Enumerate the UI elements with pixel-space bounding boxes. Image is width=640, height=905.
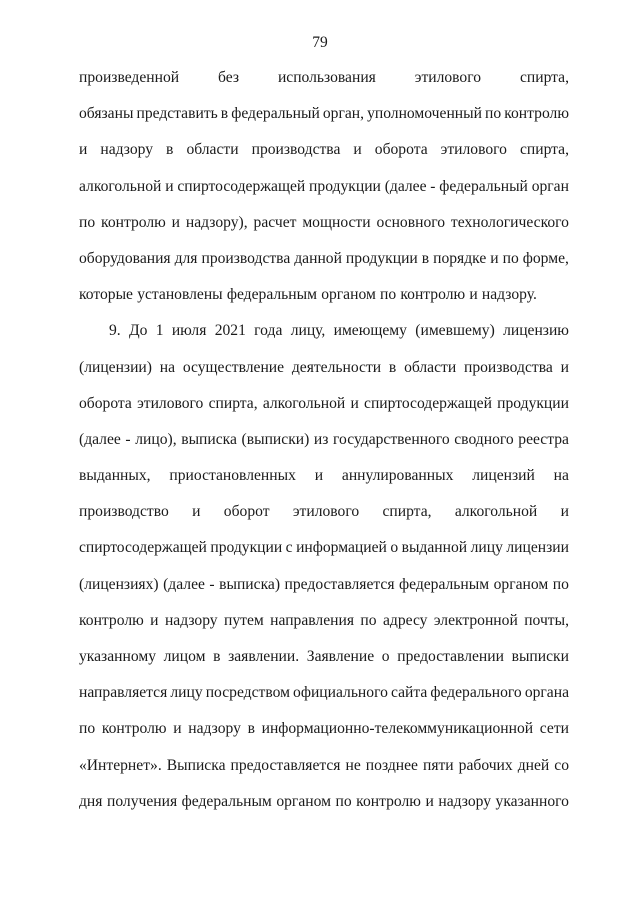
word: и <box>173 720 182 738</box>
word: по <box>552 575 569 593</box>
word: (далее <box>79 430 121 448</box>
word: федеральным <box>399 575 490 593</box>
word: и <box>560 358 569 376</box>
word: производства <box>251 141 341 159</box>
word: и <box>490 249 499 267</box>
word: со <box>554 756 569 774</box>
word: на <box>553 467 569 485</box>
word: и <box>560 503 569 521</box>
word: и <box>314 467 324 485</box>
word: обязаны <box>79 105 134 123</box>
word: по <box>485 105 502 123</box>
word: надзору <box>438 792 492 810</box>
word: спиртосодержащей <box>79 539 207 557</box>
word: без <box>218 69 240 86</box>
word: на <box>159 358 176 376</box>
text-line <box>79 141 569 177</box>
word: этилового <box>414 69 482 86</box>
word: сводного <box>454 430 514 448</box>
word: года <box>254 322 283 340</box>
word: в <box>388 358 397 376</box>
paragraph-2 <box>79 322 569 829</box>
word: в <box>166 141 174 159</box>
word: спирта, <box>382 503 432 521</box>
word: федерального <box>430 684 522 702</box>
word: надзору <box>188 720 241 738</box>
word: области <box>404 358 457 376</box>
word: информационно-телекоммуникационной <box>261 720 534 738</box>
word: для <box>174 249 198 267</box>
word: лицу <box>170 684 203 702</box>
word: Выписка <box>166 756 226 774</box>
word: алкогольной <box>262 394 346 412</box>
word: представить <box>136 105 218 123</box>
word: порядке <box>433 249 487 267</box>
word: государственного <box>333 430 450 448</box>
word: официального <box>293 684 388 702</box>
word: и <box>469 286 478 304</box>
word: позднее <box>365 756 418 774</box>
word: лицо), <box>135 430 177 448</box>
text-line <box>79 286 569 322</box>
word: в <box>213 648 221 665</box>
word: производства <box>463 358 553 376</box>
paragraph-1 <box>79 69 569 322</box>
word: оборота <box>79 394 132 412</box>
word: заявлении. <box>228 648 300 665</box>
text-line <box>79 793 569 829</box>
word: федеральным <box>181 792 272 810</box>
word: этилового <box>292 503 360 521</box>
word: деятельности <box>291 358 382 376</box>
word: оборудования <box>79 249 171 267</box>
text-line <box>79 576 569 612</box>
text-line <box>79 757 569 793</box>
word: (выписки) <box>241 430 310 448</box>
word: продукции <box>345 249 418 267</box>
word: спирта, <box>519 141 569 159</box>
text-line <box>79 612 569 648</box>
text-line <box>79 69 569 105</box>
word: пяти <box>422 756 454 774</box>
word: 1 <box>155 322 164 340</box>
word: выписка <box>181 430 237 448</box>
word: информацией <box>296 539 387 557</box>
word: (лицензиях) <box>79 575 159 593</box>
word: дня <box>79 792 103 810</box>
word: по <box>360 611 377 629</box>
word: аннулированных <box>341 467 454 485</box>
text-line <box>79 322 569 358</box>
word: в <box>247 720 255 738</box>
word: выданных, <box>79 467 151 485</box>
word: и <box>79 141 88 159</box>
word: (имевшему) <box>415 322 495 340</box>
text-line <box>79 250 569 286</box>
word: федеральный <box>231 105 320 123</box>
word: и <box>350 394 359 412</box>
word: по <box>502 249 519 267</box>
word: продукции <box>497 394 569 412</box>
word: сайта <box>390 684 428 702</box>
word: (далее <box>384 177 427 195</box>
word: - <box>125 430 131 448</box>
text-line <box>79 539 569 575</box>
word: спирта, <box>519 69 569 86</box>
word: надзору <box>100 141 154 159</box>
word: выписки <box>511 648 569 665</box>
word: основного <box>376 213 446 231</box>
word: технологического <box>450 213 569 231</box>
word: орган, <box>322 105 365 123</box>
text-line <box>79 503 569 539</box>
word: по <box>335 792 352 810</box>
word: лицом <box>163 648 206 665</box>
text-line <box>79 684 569 720</box>
text-line <box>79 214 569 250</box>
word: по <box>79 720 96 738</box>
word: июля <box>171 322 207 340</box>
word: контролю <box>101 720 167 738</box>
word: контролю <box>101 213 166 231</box>
word: орган <box>531 177 569 195</box>
word: имеющему <box>333 322 407 340</box>
word: оборот <box>223 503 270 521</box>
word: (далее <box>163 575 205 593</box>
word: путем <box>224 611 264 629</box>
text-line <box>79 359 569 395</box>
word: контролю <box>400 286 466 304</box>
word: продукции <box>210 539 283 557</box>
word: органом <box>276 792 331 810</box>
word: алкогольной <box>454 503 538 521</box>
word: «Интернет». <box>79 756 162 774</box>
word: алкогольной <box>79 177 162 195</box>
word: направляется <box>79 684 168 702</box>
word: производства <box>201 249 291 267</box>
word: федеральный <box>439 177 528 195</box>
word: лицензии <box>506 539 569 557</box>
word: не <box>345 756 361 774</box>
document-body <box>79 69 569 829</box>
word: с <box>285 539 293 557</box>
word: 9. <box>109 322 121 340</box>
word: направления <box>270 611 355 629</box>
word: использования <box>277 69 376 86</box>
word: и <box>150 611 159 629</box>
word: предоставляется <box>230 756 341 774</box>
word: о <box>390 539 399 557</box>
word: предоставляется <box>284 575 395 593</box>
word: производство <box>79 503 169 521</box>
word: приостановленных <box>169 467 296 485</box>
word: контролю <box>79 611 144 629</box>
word: контролю <box>504 105 569 123</box>
word: указанному <box>79 648 156 665</box>
word: адресу <box>382 611 428 629</box>
word: оборота <box>374 141 428 159</box>
word: уполномоченный <box>367 105 482 123</box>
word: лицу, <box>290 322 326 340</box>
word: по <box>380 286 397 304</box>
word: - <box>209 575 215 593</box>
word: произведенной <box>79 69 180 86</box>
word: (лицензии) <box>79 358 152 376</box>
word: лицензию <box>503 322 569 340</box>
text-line <box>79 105 569 141</box>
word: выписка) <box>219 575 281 593</box>
page-number: 79 <box>312 34 328 51</box>
word: 2021 <box>214 322 246 340</box>
text-line <box>79 720 569 756</box>
word: рабочих <box>458 756 513 774</box>
word: мощности <box>302 213 371 231</box>
word: из <box>313 430 329 448</box>
word: этилового <box>440 141 507 159</box>
word: почты, <box>524 611 569 629</box>
word: надзору. <box>481 286 537 304</box>
word: о <box>381 648 390 665</box>
word: в <box>421 249 430 267</box>
word: продукции <box>309 177 381 195</box>
word: этилового <box>137 394 204 412</box>
text-line <box>79 395 569 431</box>
word: лицензий <box>472 467 535 485</box>
word: и <box>192 503 201 521</box>
word: области <box>186 141 239 159</box>
word: спиртосодержащей <box>364 394 492 412</box>
word: Заявление <box>306 648 375 665</box>
word: установлены <box>137 286 223 304</box>
word: и <box>425 792 434 810</box>
text-line <box>79 178 569 214</box>
word: форме, <box>522 249 569 267</box>
word: лицу <box>470 539 503 557</box>
word: предоставлении <box>397 648 504 665</box>
text-line <box>79 467 569 503</box>
word: в <box>220 105 229 123</box>
word: посредством <box>205 684 290 702</box>
word: дней <box>517 756 550 774</box>
word: надзору <box>164 611 218 629</box>
word: органом <box>493 575 549 593</box>
word: сети <box>539 720 569 738</box>
word: данной <box>294 249 342 267</box>
word: федеральным <box>226 286 317 304</box>
word: реестра <box>518 430 569 448</box>
word: надзору), <box>185 213 248 231</box>
word: по <box>79 213 96 231</box>
word: спиртосодержащей <box>177 177 306 195</box>
text-line <box>79 648 569 684</box>
word: и <box>165 177 174 195</box>
word: выданной <box>401 539 468 557</box>
word: электронной <box>433 611 518 629</box>
word: и <box>171 213 181 231</box>
word: осуществление <box>182 358 285 376</box>
text-line <box>79 431 569 467</box>
word: контролю <box>356 792 421 810</box>
word: органа <box>524 684 569 702</box>
word: расчет <box>253 213 297 231</box>
word: спирта, <box>208 394 258 412</box>
word: и <box>353 141 362 159</box>
word: До <box>129 322 148 340</box>
word: указанного <box>495 792 569 810</box>
word: получения <box>106 792 178 810</box>
word: которые <box>79 286 133 304</box>
word: органом <box>321 286 376 304</box>
word: - <box>430 177 436 195</box>
